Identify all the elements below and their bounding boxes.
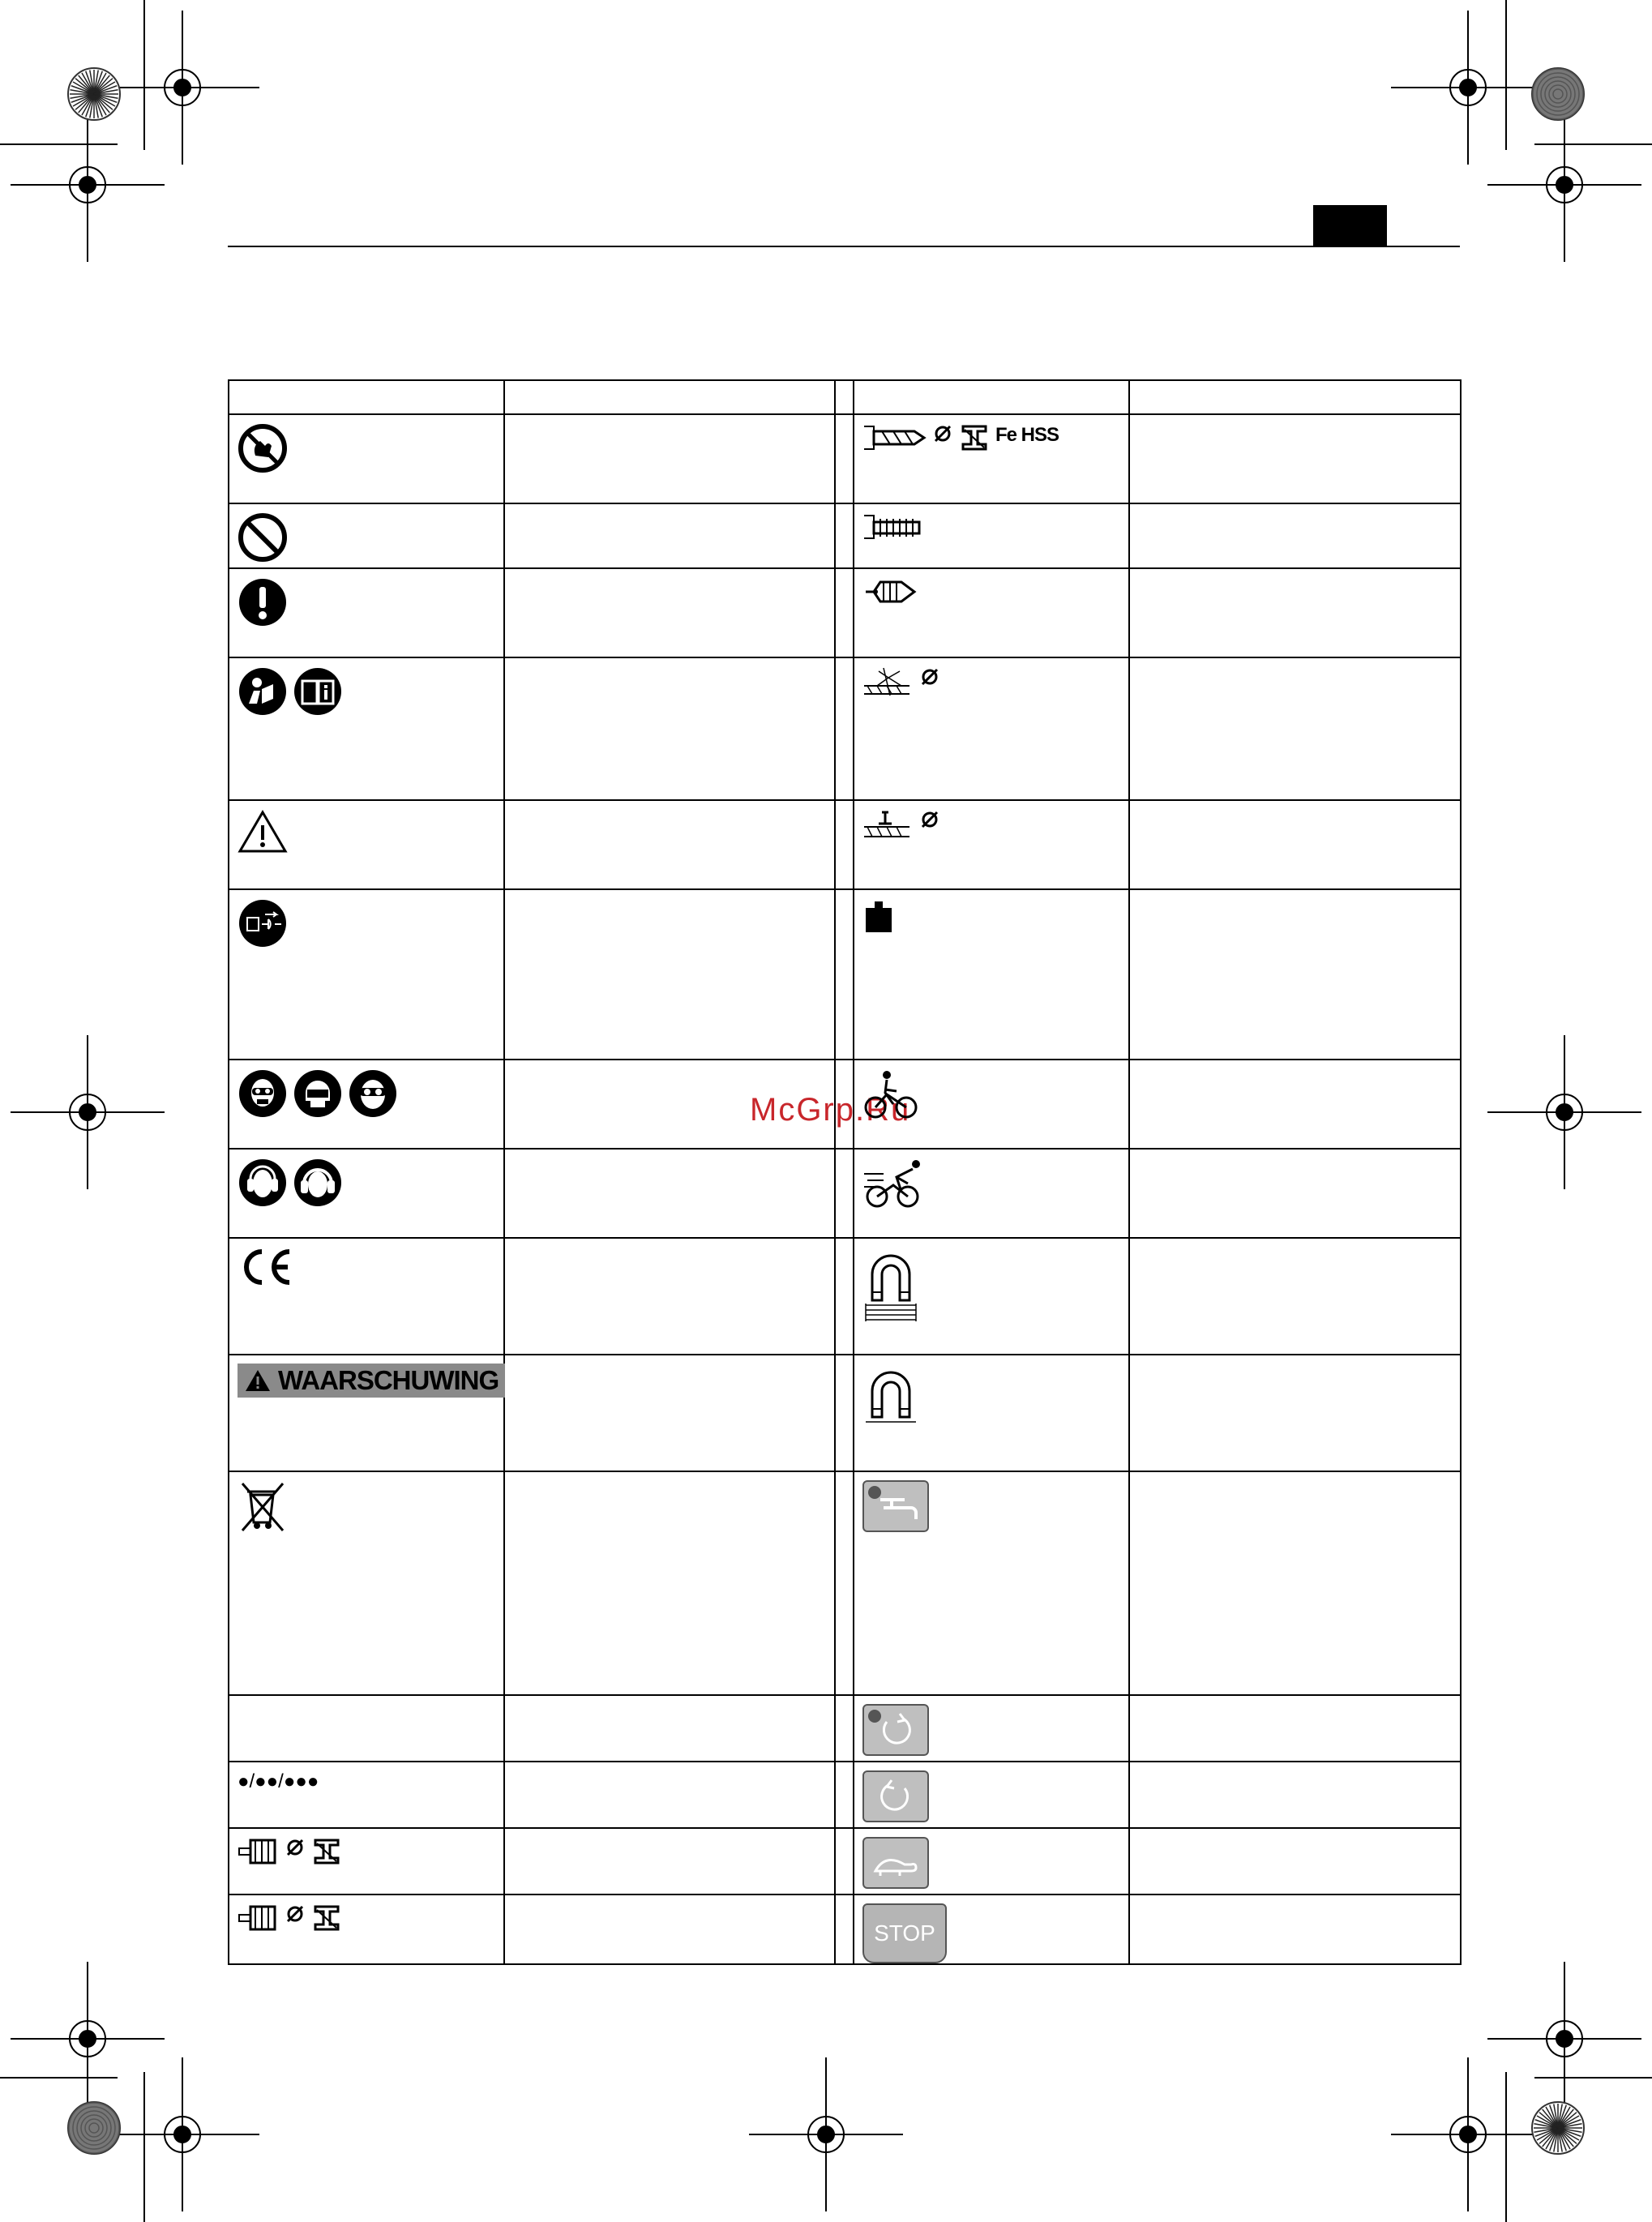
- table-row: [229, 800, 1461, 889]
- ce-mark-icon: [238, 1247, 294, 1292]
- symbol-cell-right: [854, 1355, 1129, 1471]
- header-gap: [835, 380, 854, 414]
- gap-cell: [835, 1149, 854, 1238]
- gap-cell: [835, 1762, 854, 1828]
- symbol-cell-right: [854, 414, 1129, 503]
- symbol-cell-left: [229, 1762, 504, 1828]
- symbol-cell-left: [229, 657, 504, 800]
- meaning-cell-left: [504, 657, 835, 800]
- grey-target-icon: [68, 2102, 120, 2154]
- table-row: [229, 657, 1461, 800]
- stop-button-icon: STOP: [862, 1903, 947, 1963]
- header-symbol-right: [854, 380, 1129, 414]
- header-meaning-left: [504, 380, 835, 414]
- warning-triangle-icon: [244, 1368, 272, 1393]
- table-row: [229, 1060, 1461, 1149]
- table-row: [229, 1762, 1461, 1828]
- ear-muffs-icon: [293, 1158, 343, 1213]
- magnet-icon: [862, 1364, 919, 1433]
- symbol-cell-left: [229, 503, 504, 568]
- symbol-cell-right: [854, 1894, 1129, 1964]
- gap-cell: [835, 657, 854, 800]
- read-manual-person-icon: [238, 666, 288, 721]
- gap-cell: [835, 1828, 854, 1894]
- meaning-cell-right: [1129, 1695, 1461, 1762]
- table-row: [229, 568, 1461, 657]
- meaning-cell-left: [504, 1828, 835, 1894]
- symbol-cell-left: [229, 414, 504, 503]
- gap-cell: [835, 1471, 854, 1695]
- crosshair-icon: [11, 1962, 165, 2116]
- meaning-cell-left: [504, 1149, 835, 1238]
- table-row: [229, 503, 1461, 568]
- header-meaning-right: [1129, 380, 1461, 414]
- meaning-cell-right: [1129, 1149, 1461, 1238]
- core-cutter-icon: [238, 1903, 280, 1937]
- table-row: [229, 889, 1461, 1060]
- intensity-dots: ●/●●/●●●: [238, 1770, 319, 1792]
- meaning-cell-left: [504, 800, 835, 889]
- symbol-table: [228, 379, 1462, 1965]
- steel-beam-icon: [958, 423, 991, 457]
- symbol-cell-left: [229, 568, 504, 657]
- meaning-cell-left: [504, 568, 835, 657]
- crosshair-icon: [11, 1035, 165, 1189]
- meaning-cell-right: [1129, 800, 1461, 889]
- meaning-cell-left: [504, 1695, 835, 1762]
- table-row: [229, 1828, 1461, 1894]
- meaning-cell-left: [504, 503, 835, 568]
- gap-cell: [835, 414, 854, 503]
- unplug-icon: [238, 898, 288, 953]
- symbol-cell-right: [854, 889, 1129, 1060]
- meaning-cell-left: [504, 1355, 835, 1471]
- meaning-cell-left: [504, 889, 835, 1060]
- star-target-icon: [1532, 2102, 1584, 2154]
- weee-bin-icon: [238, 1480, 288, 1539]
- symbol-cell-left: [229, 800, 504, 889]
- gap-cell: [835, 1355, 854, 1471]
- symbol-cell-left: [229, 889, 504, 1060]
- table-row: [229, 1149, 1461, 1238]
- symbol-cell-right: [854, 568, 1129, 657]
- table-header-row: [229, 380, 1461, 414]
- symbol-cell-right: [854, 1471, 1129, 1695]
- material-label: Fe HSS: [995, 424, 1059, 446]
- warning-label: WAARSCHUWING: [278, 1365, 499, 1395]
- meaning-cell-right: [1129, 1894, 1461, 1964]
- cyclist-slow-icon: [862, 1068, 919, 1125]
- diameter-icon: [285, 1837, 306, 1863]
- symbol-cell-right: [854, 1695, 1129, 1762]
- crosshair-icon: [1391, 11, 1545, 165]
- mandatory-exclamation-icon: [238, 577, 288, 632]
- meaning-cell-left: [504, 1894, 835, 1964]
- meaning-cell-right: [1129, 657, 1461, 800]
- table-row: [229, 1894, 1461, 1964]
- cyclist-fast-icon: [862, 1158, 927, 1214]
- gap-cell: [835, 1238, 854, 1355]
- crosshair-icon: [1487, 1962, 1641, 2116]
- cutting-depth-icon: [862, 666, 914, 704]
- helmet-visor-icon: [293, 1068, 343, 1124]
- symbol-cell-right: [854, 1238, 1129, 1355]
- symbol-cell-right: [854, 1149, 1129, 1238]
- gap-cell: [835, 503, 854, 568]
- symbol-cell-left: [229, 1471, 504, 1695]
- meaning-cell-left: [504, 1471, 835, 1695]
- table-row: [229, 1471, 1461, 1695]
- diameter-icon: [919, 809, 940, 835]
- gap-cell: [835, 568, 854, 657]
- symbol-cell-left: [229, 1828, 504, 1894]
- material-thickness-icon: [862, 809, 914, 846]
- crosshair-icon: [1391, 2057, 1545, 2211]
- symbol-cell-left: [229, 1695, 504, 1762]
- star-target-icon: [68, 68, 120, 120]
- meaning-cell-left: [504, 1060, 835, 1149]
- coolant-tap-button-icon: [862, 1480, 929, 1535]
- gap-cell: [835, 1695, 854, 1762]
- steel-beam-icon: [310, 1903, 343, 1937]
- table-row: [229, 1695, 1461, 1762]
- magnet-strong-icon: [862, 1247, 919, 1329]
- gap-cell: [835, 1060, 854, 1149]
- twist-drill-icon: [862, 423, 927, 457]
- steel-beam-icon: [310, 1837, 343, 1871]
- crosshair-icon: [1487, 1035, 1641, 1189]
- meaning-cell-right: [1129, 889, 1461, 1060]
- header-symbol-left: [229, 380, 504, 414]
- symbol-cell-right: [854, 800, 1129, 889]
- watermark: McGrp.Ru: [750, 1092, 911, 1128]
- symbol-cell-left: [229, 1355, 504, 1471]
- meaning-cell-left: [504, 1238, 835, 1355]
- table-row: [229, 1238, 1461, 1355]
- crosshair-icon: [105, 2057, 259, 2211]
- prohibition-icon: [238, 512, 288, 567]
- meaning-cell-right: [1129, 1238, 1461, 1355]
- core-cutter-icon: [238, 1837, 280, 1871]
- crosshair-icon: [1487, 108, 1641, 262]
- warning-badge: [238, 1364, 505, 1398]
- drill-chuck-icon: [862, 577, 919, 611]
- header-rule: [228, 246, 1460, 247]
- meaning-cell-left: [504, 414, 835, 503]
- gap-cell: [835, 889, 854, 1060]
- face-protection-icon: [238, 1068, 288, 1124]
- grey-target-icon: [1532, 68, 1584, 120]
- crosshair-icon: [749, 2057, 903, 2211]
- table-row: [229, 414, 1461, 503]
- ear-protection-icon: [238, 1158, 288, 1213]
- symbol-cell-right: [854, 503, 1129, 568]
- gap-cell: [835, 1894, 854, 1964]
- symbol-cell-left: [229, 1894, 504, 1964]
- symbol-cell-left: [229, 1238, 504, 1355]
- meaning-cell-right: [1129, 1355, 1461, 1471]
- crosshair-icon: [11, 108, 165, 262]
- diameter-icon: [932, 423, 953, 449]
- meaning-cell-right: [1129, 1762, 1461, 1828]
- weight-icon: [862, 898, 895, 939]
- meaning-cell-right: [1129, 1060, 1461, 1149]
- diameter-icon: [285, 1903, 306, 1929]
- thread-tap-icon: [862, 512, 927, 546]
- meaning-cell-right: [1129, 568, 1461, 657]
- symbol-cell-right: [854, 1762, 1129, 1828]
- rotation-button-icon: [862, 1704, 929, 1759]
- language-tab: [1313, 205, 1387, 246]
- meaning-cell-right: [1129, 1471, 1461, 1695]
- reverse-rotation-button-icon: [862, 1770, 929, 1826]
- no-hand-touch-icon: [238, 423, 288, 478]
- meaning-cell-left: [504, 1762, 835, 1828]
- safety-goggles-icon: [348, 1068, 398, 1124]
- meaning-cell-right: [1129, 1828, 1461, 1894]
- symbol-cell-right: [854, 657, 1129, 800]
- meaning-cell-right: [1129, 414, 1461, 503]
- table-row: [229, 1355, 1461, 1471]
- symbol-cell-left: [229, 1149, 504, 1238]
- read-manual-book-icon: [293, 666, 343, 721]
- diameter-icon: [919, 666, 940, 692]
- warning-triangle-icon: [238, 809, 288, 859]
- meaning-cell-right: [1129, 503, 1461, 568]
- crosshair-icon: [105, 11, 259, 165]
- symbol-cell-left: [229, 1060, 504, 1149]
- gap-cell: [835, 800, 854, 889]
- turtle-slow-button-icon: [862, 1837, 929, 1892]
- symbol-cell-right: [854, 1828, 1129, 1894]
- symbol-cell-right: [854, 1060, 1129, 1149]
